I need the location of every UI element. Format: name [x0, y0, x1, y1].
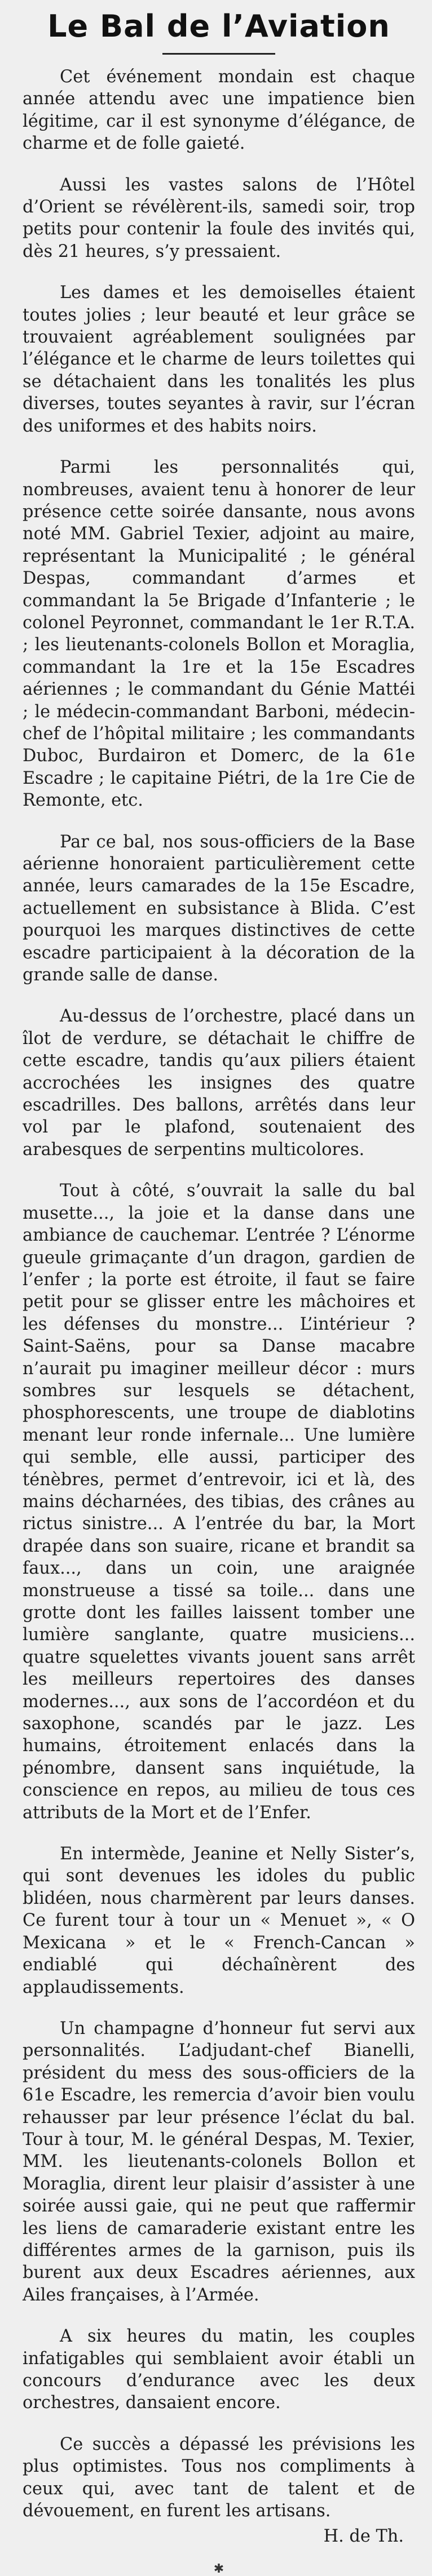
article-body: [23, 66, 415, 2522]
paragraph-intermede: En intermède, Jeanine et Nelly Sister’s, qui sont devenues les idoles du public blidéen, nous charmèrent par leurs danses. Ce furent tour à tour un « Menuet », « O Mexicana » et le « French-Cancan » endiablé qui déchaînèrent des applaudissements.: [23, 1844, 415, 1997]
article-title: Le Bal de l’Aviation: [47, 8, 390, 44]
title-divider: [162, 53, 275, 55]
paragraph-personnalites: Parmi les personnalités qui, nombreuses, avaient tenu à honorer de leur présence cette soirée dansante, nous avons noté MM. Gabriel Texier, adjoint au maire, représentant la Municipalité ; le général Despas, commandant d’armes et commandant la 5e Brigade d’Infanterie ; le colonel Peyronnet, commandant le 1er R.T.A. ; les lieutenants-colonels Bollon et Moraglia, commandant la 1re et la 15e Escadres aériennes ; le commandant du Génie Mattéi ; le médecin-commandant Barboni, médecin-chef de l’hôpital militaire ; les commandants Duboc, Burdairon et Domerc, de la 61e Escadre ; le capitaine Piétri, de la 1re Cie de Remonte, etc.: [23, 458, 415, 811]
paragraph-dames: Les dames et les demoiselles étaient toutes jolies ; leur beauté et leur grâce se trouvaient agréablement soulignées par l’élégance et le charme de leurs toilettes qui se détachaient dans les tonalités les plus diverses, toutes seyantes à ravir, sur l’écran des uniformes et des habits noirs.: [23, 283, 415, 436]
paragraph-bal-musette: Tout à côté, s’ouvrait la salle du bal musette..., la joie et la danse dans une ambiance de cauchemar. L’entrée ? L’énorme gueule grimaçante d’un dragon, gardien de l’enfer ; la porte est étroite, il faut se faire petit pour se glisser entre les mâchoires et les défenses du monstre... L’intérieur ? Saint-Saëns, pour sa Danse macabre n’aurait pu imaginer meilleur décor : murs sombres sur lesquels se détachent, phosphorescents, une troupe de diablotins menant leur ronde infernale... Une lumière qui semble, elle aussi, participer des ténèbres, permet d’entrevoir, ici et là, des mains décharnées, des tibias, des crânes au rictus sinistre... A l’entrée du bar, la Mort drapée dans son suaire, ricane et brandit sa faux..., dans un coin, une araignée monstrueuse a tissé sa toile... dans une grotte dont les failles laissent tomber une lumière sanglante, quatre musiciens... quatre squelettes vivants jouent sans arrêt les meilleurs repertoires des danses modernes..., aux sons de l’accordéon et du saxophone, scandés par le jazz. Les humains, étroitement enlacés dans la pénombre, dansent sans inquiétude, la conscience en repos, au milieu de tous ces attributs de la Mort et de l’Enfer.: [23, 1181, 415, 1823]
paragraph-six-heures: A six heures du matin, les couples infatigables qui semblaient avoir établi un concours d’endurance avec les deux orchestres, dansaient encore.: [23, 2326, 415, 2413]
paragraph-sous-officiers: Par ce bal, nos sous-officiers de la Base aérienne honoraient particulièrement cette année, leurs camarades de la 15e Escadre, actuellement en subsistance à Blida. C’est pourquoi les marques distinctives de cette escadre participaient à la décoration de la grande salle de danse.: [23, 832, 415, 985]
paragraph-orchestre: Au-dessus de l’orchestre, placé dans un îlot de verdure, se détachait le chiffre de cette escadre, tandis qu’aux piliers étaient accrochées les insignes des quatre escadrilles. Des ballons, arrêtés dans leur vol par le plafond, soutenaient des arabesques de serpentins multicolores.: [23, 1006, 415, 1160]
paragraph-succes: Ce succès a dépassé les prévisions les plus optimistes. Tous nos compliments à ceux qui, avec tant de talent et de dévouement, en furent les artisans.: [23, 2434, 415, 2521]
asterisk-icon: ✱: [213, 2561, 224, 2576]
paragraph-intro: Cet événement mondain est chaque année attendu avec une impatience bien légitime, car il est synonyme d’élégance, de charme et de folle gaieté.: [23, 67, 415, 154]
author-signature: H. de Th.: [323, 2526, 404, 2547]
paragraph-hotel-orient: Aussi les vastes salons de l’Hôtel d’Orient se révélèrent-ils, samedi soir, trop petits pour contenir la foule des invités qui, dès 21 heures, s’y pressaient.: [23, 175, 415, 261]
paragraph-champagne: Un champagne d’honneur fut servi aux personnalités. L’adjudant-chef Bianelli, président du mess des sous-officiers de la 61e Escadre, les remercia d’avoir bien voulu rehausser par leur présence l’éclat du bal. Tour à tour, M. le général Despas, M. Texier, MM. les lieutenants-colonels Bollon et Moraglia, dirent leur plaisir d’assister à une soirée aussi gaie, qui ne peut que raffermir les liens de camaraderie existant entre les différentes armes de la garnison, puis ils burent aux deux Escadres aériennes, aux Ailes françaises, à l’Armée.: [23, 2018, 415, 2305]
